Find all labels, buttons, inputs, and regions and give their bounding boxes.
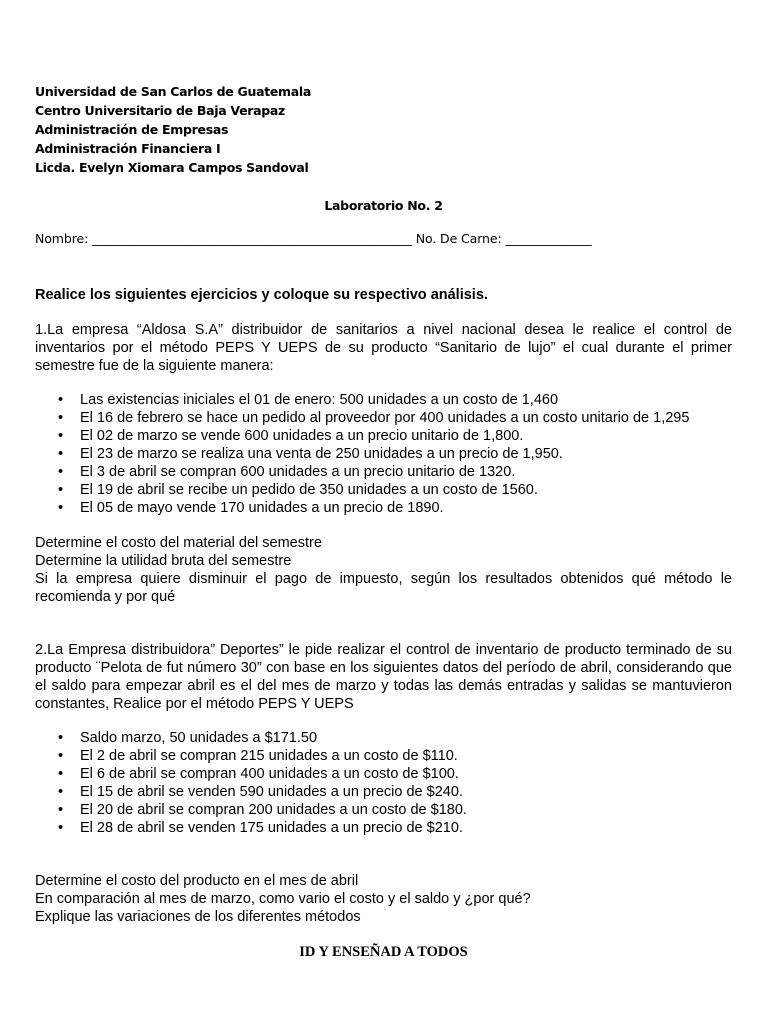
- exercise2-list: [35, 729, 732, 837]
- exercise1-questions: [35, 534, 732, 606]
- campus-name: Centro Universitario de Baja Verapaz: [35, 103, 286, 118]
- university-name: Universidad de San Carlos de Guatemala: [35, 84, 312, 99]
- exercise2-questions: [35, 872, 732, 926]
- exercise1-question-3: Si la empresa quiere disminuir el pago de impuesto, según los resultados obtenidos qué método le recomienda y por qué: [35, 571, 732, 605]
- list-item: • El 05 de mayo vende 170 unidades a un precio de 1890.: [80, 499, 732, 517]
- list-item: • El 20 de abril se compran 200 unidades a un costo de $180.: [80, 801, 732, 819]
- closing-motto: ID Y ENSEÑAD A TODOS: [299, 944, 468, 960]
- department-name: Administración de Empresas: [35, 122, 229, 137]
- document-header: [35, 82, 732, 177]
- instructions: Realice los siguientes ejercicios y coloque su respectivo análisis.: [35, 287, 488, 303]
- exercise2-question-2: En comparación al mes de marzo, como vario el costo y el saldo y ¿por qué?: [35, 891, 531, 907]
- exercise1-question-2: Determine la utilidad bruta del semestre: [35, 553, 292, 569]
- list-item: • El 16 de febrero se hace un pedido al proveedor por 400 unidades a un costo unitario de 1,295: [80, 409, 732, 427]
- list-item: • El 23 de marzo se realiza una venta de 250 unidades a un precio de 1,950.: [80, 445, 732, 463]
- list-item: • Las existencias iniciales el 01 de enero: 500 unidades a un costo de 1,460: [80, 391, 732, 409]
- list-item: • Saldo marzo, 50 unidades a $171.50: [80, 729, 732, 747]
- document-page: [35, 82, 732, 961]
- exercise2-intro: 2.La Empresa distribuidora” Deportes” le pide realizar el control de inventario de producto terminado de su producto ¨Pelota de fut número 30” con base en los siguientes datos del período de abril, considerando que el saldo para empezar abril es el del mes de marzo y todas las demás entradas y salidas se mantuvieron constantes, Realice por el método PEPS Y UEPS: [35, 642, 732, 712]
- list-item: • El 15 de abril se venden 590 unidades a un precio de $240.: [80, 783, 732, 801]
- exercise1-intro: 1.La empresa “Aldosa S.A” distribuidor de sanitarios a nivel nacional desea le realice el control de inventarios por el método PEPS Y UEPS de su producto “Sanitario de lujo” el cual durante el primer semestre fue de la siguiente manera:: [35, 322, 732, 374]
- list-item: • El 2 de abril se compran 215 unidades a un costo de $110.: [80, 747, 732, 765]
- list-item: • El 19 de abril se recibe un pedido de 350 unidades a un costo de 1560.: [80, 481, 732, 499]
- instructor-name: Licda. Evelyn Xiomara Campos Sandoval: [35, 160, 309, 175]
- exercise1-list: [35, 391, 732, 517]
- list-item: • El 28 de abril se venden 175 unidades a un precio de $210.: [80, 819, 732, 837]
- exercise2-question-1: Determine el costo del producto en el mes de abril: [35, 873, 359, 889]
- exercise2-question-3: Explique las variaciones de los diferentes métodos: [35, 909, 361, 925]
- exercise1-question-1: Determine el costo del material del semestre: [35, 535, 322, 551]
- course-name: Administración Financiera I: [35, 141, 221, 156]
- list-item: • El 3 de abril se compran 600 unidades a un precio unitario de 1320.: [80, 463, 732, 481]
- list-item: • El 6 de abril se compran 400 unidades a un costo de $100.: [80, 765, 732, 783]
- lab-title: Laboratorio No. 2: [324, 198, 443, 213]
- list-item: • El 02 de marzo se vende 600 unidades a un precio unitario de 1,800.: [80, 427, 732, 445]
- name-carne-line: Nombre: ____________________________________________________ No. De Carne: ______________: [35, 231, 592, 246]
